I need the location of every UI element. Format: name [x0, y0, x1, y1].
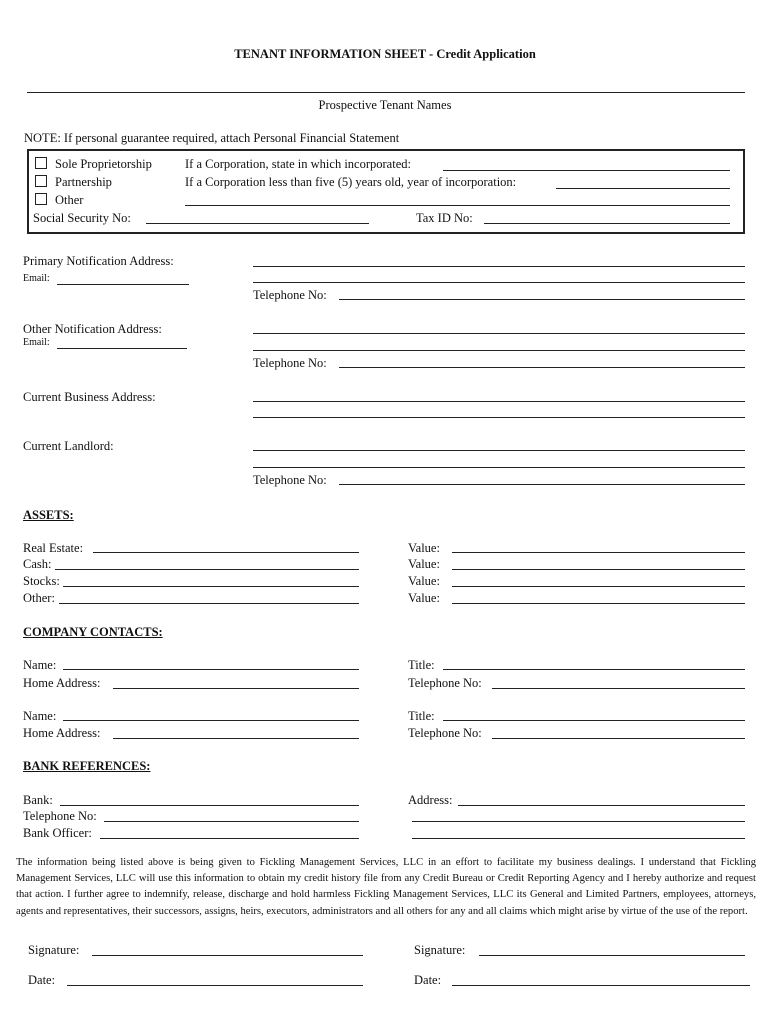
bank-label: Bank: [23, 793, 53, 807]
contact-home-label: Home Address: [23, 676, 101, 690]
contact-phone-field[interactable] [492, 738, 745, 739]
primary-address-label: Primary Notification Address: [23, 254, 174, 268]
option-label: Other [55, 193, 84, 207]
other-telephone-label: Telephone No: [253, 356, 327, 370]
landlord-telephone-label: Telephone No: [253, 473, 327, 487]
date-field-left[interactable] [67, 985, 363, 986]
contact-title-label: Title: [408, 658, 435, 672]
bank-address-line-2[interactable] [412, 821, 745, 822]
other-telephone-field[interactable] [339, 367, 745, 368]
primary-telephone-field[interactable] [339, 299, 745, 300]
landlord-line-1[interactable] [253, 450, 745, 451]
checkbox-icon[interactable] [35, 193, 47, 205]
asset-value-field[interactable] [452, 552, 745, 553]
contact-home-field[interactable] [113, 738, 359, 739]
note-text: NOTE: If personal guarantee required, attach Personal Financial Statement [24, 131, 400, 145]
asset-field[interactable] [93, 552, 359, 553]
asset-value-label: Value: [408, 574, 440, 588]
date-label-right: Date: [414, 973, 442, 987]
bank-field[interactable] [60, 805, 359, 806]
asset-value-field[interactable] [452, 586, 745, 587]
authorization-paragraph: The information being listed above is being given to Fickling Management Services, LLC in an effort to facilitate my business dealings. I understand that Fickling Management Services, LLC will use this information to obtain my credit history file from any Credit Bureau or Credit Reporting Agency and I hereby authorize and request that action. I further agree to indemnify, release, discharge and hold harmless Fickling Management Services, LLC its General and Limited Partners, employees, attorneys, agents and representatives, their successors, assigns, heirs, executors, administrators and all others for any and all claims which might arise by virtue of the use of the report. [16, 857, 756, 917]
bank-address-label: Address: [408, 793, 453, 807]
primary-telephone-label: Telephone No: [253, 288, 327, 302]
contact-name-label: Name: [23, 658, 57, 672]
current-landlord-label: Current Landlord: [23, 439, 114, 453]
primary-address-line-2[interactable] [253, 282, 745, 283]
asset-field[interactable] [59, 603, 359, 604]
option-partnership[interactable] [35, 175, 112, 190]
asset-value-field[interactable] [452, 603, 745, 604]
other-address-line-2[interactable] [253, 350, 745, 351]
signature-label-right: Signature: [414, 943, 466, 957]
landlord-line-2[interactable] [253, 467, 745, 468]
other-email-field[interactable] [57, 348, 187, 349]
asset-label: Stocks: [23, 574, 60, 588]
landlord-telephone-field[interactable] [339, 484, 745, 485]
asset-label: Cash: [23, 557, 52, 571]
taxid-field[interactable] [484, 223, 730, 224]
bank-heading: BANK REFERENCES: [23, 759, 151, 773]
current-business-label: Current Business Address: [23, 390, 156, 404]
corp-state-label: If a Corporation, state in which incorporated: [185, 157, 411, 171]
contact-name-label: Name: [23, 709, 57, 723]
assets-heading: ASSETS: [23, 508, 74, 522]
asset-value-label: Value: [408, 541, 440, 555]
asset-label: Other: [23, 591, 55, 605]
primary-address-line-1[interactable] [253, 266, 745, 267]
prospective-tenant-names-label: Prospective Tenant Names [318, 98, 452, 112]
contact-title-field[interactable] [443, 669, 745, 670]
corp-year-label: If a Corporation less than five (5) years old, year of incorporation: [185, 175, 517, 189]
other-email-label: Email: [23, 337, 50, 348]
bank-phone-label: Telephone No: [23, 809, 97, 823]
ssn-field[interactable] [146, 223, 369, 224]
checkbox-icon[interactable] [35, 175, 47, 187]
contact-phone-field[interactable] [492, 688, 745, 689]
asset-value-label: Value: [408, 591, 440, 605]
bank-address-line-3[interactable] [412, 838, 745, 839]
primary-email-field[interactable] [57, 284, 189, 285]
contact-name-field[interactable] [63, 720, 359, 721]
date-label-left: Date: [28, 973, 56, 987]
corp-state-field[interactable] [443, 170, 730, 171]
contact-name-field[interactable] [63, 669, 359, 670]
other-address-label: Other Notification Address: [23, 322, 162, 336]
other-address-line-1[interactable] [253, 333, 745, 334]
option-other[interactable] [35, 193, 83, 208]
signature-field-right[interactable] [479, 955, 745, 956]
asset-value-label: Value: [408, 557, 440, 571]
contact-home-label: Home Address: [23, 726, 101, 740]
option-label: Partnership [55, 175, 112, 189]
checkbox-icon[interactable] [35, 157, 47, 169]
asset-field[interactable] [55, 569, 359, 570]
form-title: TENANT INFORMATION SHEET - Credit Application [234, 47, 536, 61]
contact-title-field[interactable] [443, 720, 745, 721]
other-entity-field[interactable] [185, 205, 730, 206]
current-business-line-2[interactable] [253, 417, 745, 418]
signature-field-left[interactable] [92, 955, 363, 956]
contact-home-field[interactable] [113, 688, 359, 689]
ssn-label: Social Security No: [33, 211, 131, 225]
contacts-heading: COMPANY CONTACTS: [23, 625, 163, 639]
asset-label: Real Estate: [23, 541, 84, 555]
corp-year-field[interactable] [556, 188, 730, 189]
contact-phone-label: Telephone No: [408, 726, 482, 740]
taxid-label: Tax ID No: [416, 211, 473, 225]
signature-label-left: Signature: [28, 943, 80, 957]
date-field-right[interactable] [452, 985, 750, 986]
option-label: Sole Proprietorship [55, 157, 152, 171]
bank-officer-label: Bank Officer: [23, 826, 92, 840]
bank-phone-field[interactable] [104, 821, 359, 822]
option-sole-proprietorship[interactable] [35, 157, 152, 172]
current-business-line-1[interactable] [253, 401, 745, 402]
bank-address-field[interactable] [458, 805, 745, 806]
contact-title-label: Title: [408, 709, 435, 723]
bank-officer-field[interactable] [100, 838, 359, 839]
asset-value-field[interactable] [452, 569, 745, 570]
asset-field[interactable] [63, 586, 359, 587]
contact-phone-label: Telephone No: [408, 676, 482, 690]
primary-email-label: Email: [23, 273, 50, 284]
prospective-tenant-names-line[interactable] [27, 92, 745, 93]
